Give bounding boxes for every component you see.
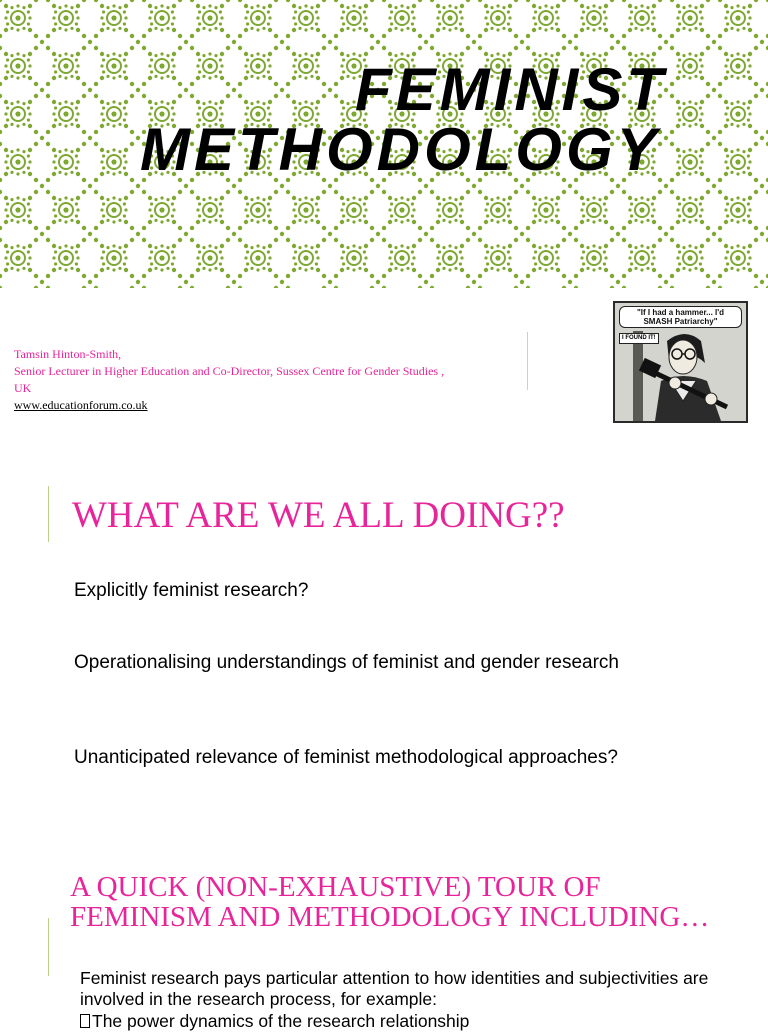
heading-accent-bar (48, 918, 49, 976)
smash-patriarchy-illustration (613, 301, 748, 423)
list-item: Operationalising understandings of feminist and gender research (74, 652, 619, 673)
slide-heading-quick-tour: A QUICK (NON-EXHAUSTIVE) TOUR OF FEMINISM AND METHODOLOGY INCLUDING… (70, 871, 710, 933)
list-item: Unanticipated relevance of feminist methodological approaches? (74, 747, 618, 768)
list-item-text: The power dynamics of the research relationship (92, 1011, 470, 1031)
list-item (80, 1011, 760, 1032)
slide-heading-what-are-we-doing: WHAT ARE WE ALL DOING?? (72, 495, 565, 536)
author-credits (14, 346, 534, 414)
image-source-link[interactable]: www.educationforum.co.uk (14, 398, 148, 412)
poster-caption: I FOUND IT! (619, 333, 659, 344)
author-location: UK (14, 381, 32, 395)
deck-title-line-1: FEMINIST (355, 56, 667, 123)
deck-title-line-2: METHODOLOGY (140, 116, 661, 183)
poster-speech-bubble: "If I had a hammer... I'd SMASH Patriarchy" (619, 306, 742, 328)
bullet-box-icon (80, 1014, 90, 1028)
intro-paragraph: Feminist research pays particular attention to how identities and subjectivities are involved in the research process, for example: (80, 968, 709, 1009)
heading-accent-bar (48, 486, 49, 542)
list-item: Explicitly feminist research? (74, 580, 309, 601)
divider (527, 332, 528, 390)
author-name: Tamsin Hinton-Smith, (14, 347, 122, 361)
author-role: Senior Lecturer in Higher Education and Co-Director, Sussex Centre for Gender Studies , (14, 364, 445, 378)
